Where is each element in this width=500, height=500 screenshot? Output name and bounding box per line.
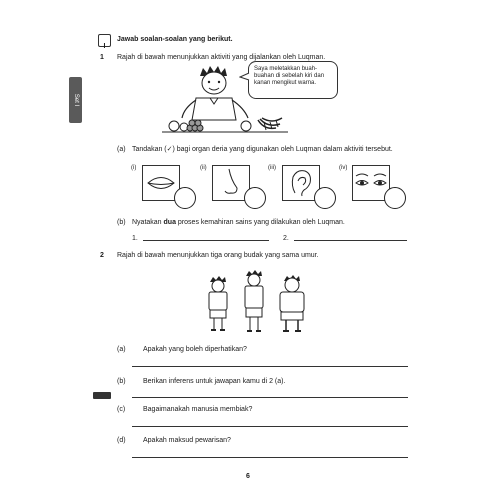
option-label-ii: (ii) — [200, 165, 207, 171]
section-numeral-box — [98, 34, 111, 50]
checkbox-i[interactable] — [174, 187, 196, 209]
q2b-text: Berikan inferens untuk jawapan kamu di 2 (a). — [143, 378, 286, 385]
speech-text: Saya meletakkan buah-buahan di sebelah kiri dan kanan mengikut warna. — [254, 66, 325, 86]
q1b-answer-2-line[interactable] — [294, 240, 407, 241]
side-tab-label: Set I — [72, 93, 79, 107]
q2-stem: Rajah di bawah menunjukkan tiga orang budak yang sama umur. — [117, 252, 319, 259]
speech-bubble-tail — [239, 72, 250, 82]
q2d-label: (d) — [117, 437, 126, 444]
q2a-label: (a) — [117, 346, 126, 353]
q1b-label: (b) — [117, 219, 126, 226]
q1a-text: Tandakan (✓) bagi organ deria yang digunakan oleh Luqman dalam aktiviti tersebut. — [132, 146, 393, 153]
q2a-text: Apakah yang boleh diperhatikan? — [143, 346, 247, 353]
q2d-answer-line[interactable] — [132, 457, 408, 458]
q2-children-illustration — [200, 268, 310, 338]
speech-bubble — [248, 61, 338, 99]
q2b-label: (b) — [117, 378, 126, 385]
q2b-answer-line[interactable] — [132, 397, 408, 398]
q2c-label: (c) — [117, 406, 126, 413]
q1b-text — [132, 218, 345, 227]
side-badge — [93, 392, 111, 399]
q1b-answer-1-line[interactable] — [143, 240, 269, 241]
q2a-answer-line[interactable] — [132, 366, 408, 367]
q2-number: 2 — [100, 252, 104, 259]
q2c-answer-line[interactable] — [132, 426, 408, 427]
q1-stem: Rajah di bawah menunjukkan aktiviti yang dijalankan oleh Luqman. — [117, 54, 326, 61]
q2d-text: Apakah maksud pewarisan? — [143, 437, 231, 444]
checkbox-ii[interactable] — [244, 187, 266, 209]
q1b-answer-1-label: 1. — [132, 235, 138, 242]
checkbox-iii[interactable] — [314, 187, 336, 209]
q1b-text-pre: Nyatakan — [132, 219, 164, 226]
option-label-iii: (iii) — [268, 165, 276, 171]
q2c-text: Bagaimanakah manusia membiak? — [143, 406, 253, 413]
q1-number: 1 — [100, 54, 104, 61]
option-label-i: (i) — [131, 165, 137, 171]
q1b-answer-2-label: 2. — [283, 235, 289, 242]
checkbox-iv[interactable] — [384, 187, 406, 209]
side-tab — [69, 77, 82, 123]
q1a-label: (a) — [117, 146, 126, 153]
section-title: Jawab soalan-soalan yang berikut. — [117, 36, 233, 43]
section-numeral: I — [103, 43, 106, 50]
option-label-iv: (iv) — [339, 165, 348, 171]
q1b-text-post: proses kemahiran sains yang dilakukan oleh Luqman. — [175, 219, 345, 226]
q1b-text-bold: dua — [163, 219, 176, 226]
page-number: 6 — [246, 473, 250, 480]
